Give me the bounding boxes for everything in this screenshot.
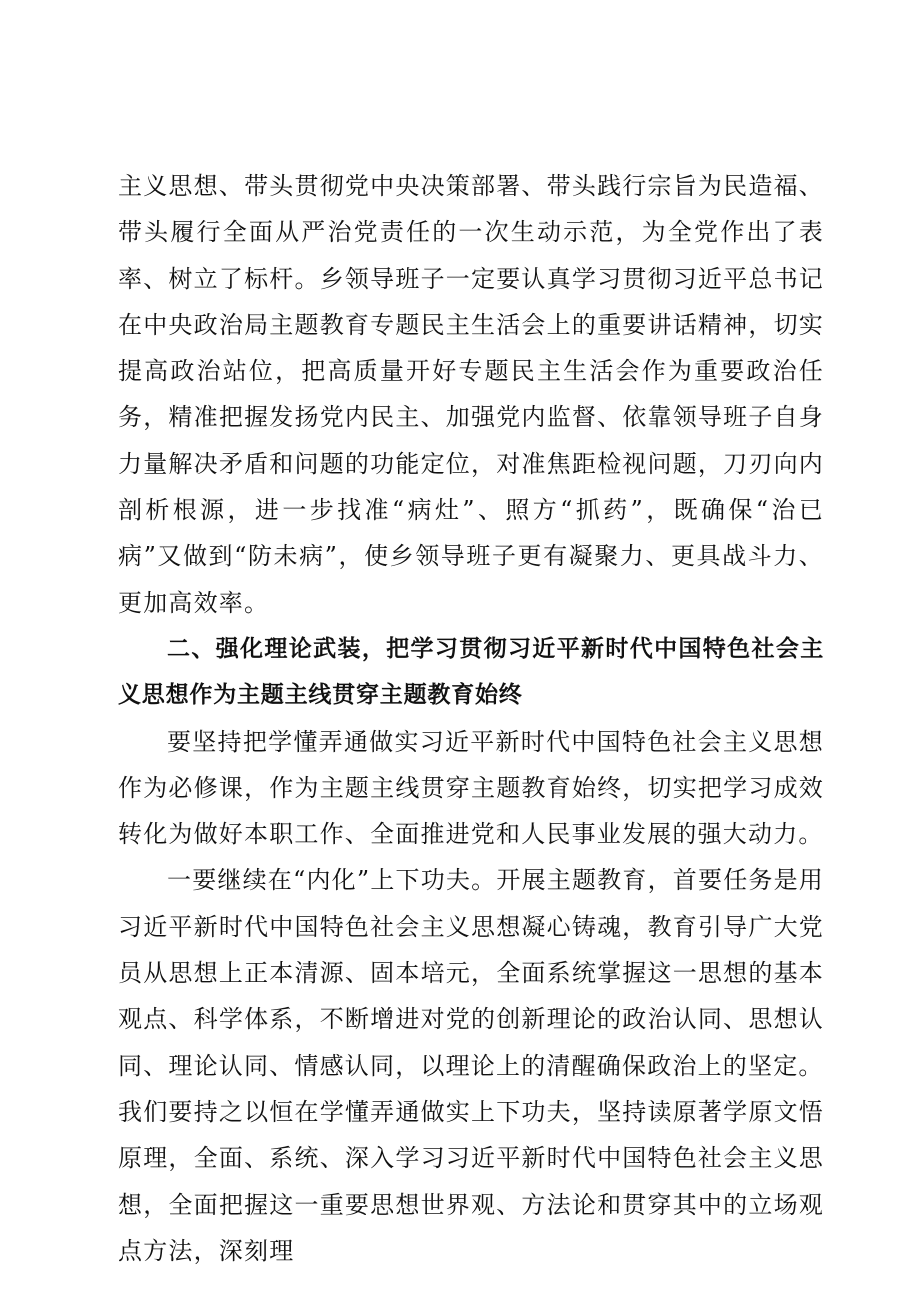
paragraph-study: 我们要持之以恒在学懂弄通做实上下功夫，坚持读原著学原文悟原理，全面、系统、深入学习习近平新时代中国特色社会主义思想，全面把握这一重要思想世界观、方法论和贯穿其中的立场观点方法，深刻理: [118, 1097, 824, 1265]
section-heading: 二、强化理论武装，把学习贯彻习近平新时代中国特色社会主义思想作为主题主线贯穿主题教育始终: [118, 635, 824, 709]
paragraph-intro: 要坚持把学懂弄通做实习近平新时代中国特色社会主义思想作为必修课，作为主题主线贯穿主题教育始终，切实把学习成效转化为做好本职工作、全面推进党和人民事业发展的强大动力。: [118, 727, 824, 849]
paragraph-continuation: 主义思想、带头贯彻党中央决策部署、带头践行宗旨为民造福、带头履行全面从严治党责任的一次生动示范，为全党作出了表率、树立了标杆。乡领导班子一定要认真学习贯彻习近平总书记在中央政治局主题教育专题民主生活会上的重要讲话精神，切实提高政治站位，把高质量开好专题民主生活会作为重要政治任务，精准把握发扬党内民主、加强党内监督、依靠领导班子自身力量解决矛盾和问题的功能定位，对准焦距检视问题，刀刃向内剖析根源，进一步找准“病灶”、照方“抓药”，既确保“治已病”又做到“防未病”，使乡领导班子更有凝聚力、更具战斗力、更加高效率。: [118, 172, 824, 617]
document-body: [118, 163, 824, 1274]
paragraph-internalize: 一要继续在“内化”上下功夫。开展主题教育，首要任务是用习近平新时代中国特色社会主义思想凝心铸魂，教育引导广大党员从思想上正本清源、固本培元，全面系统掌握这一思想的基本观点、科学体系，不断增进对党的创新理论的政治认同、思想认同、理论认同、情感认同，以理论上的清醒确保政治上的坚定。: [118, 866, 824, 1080]
